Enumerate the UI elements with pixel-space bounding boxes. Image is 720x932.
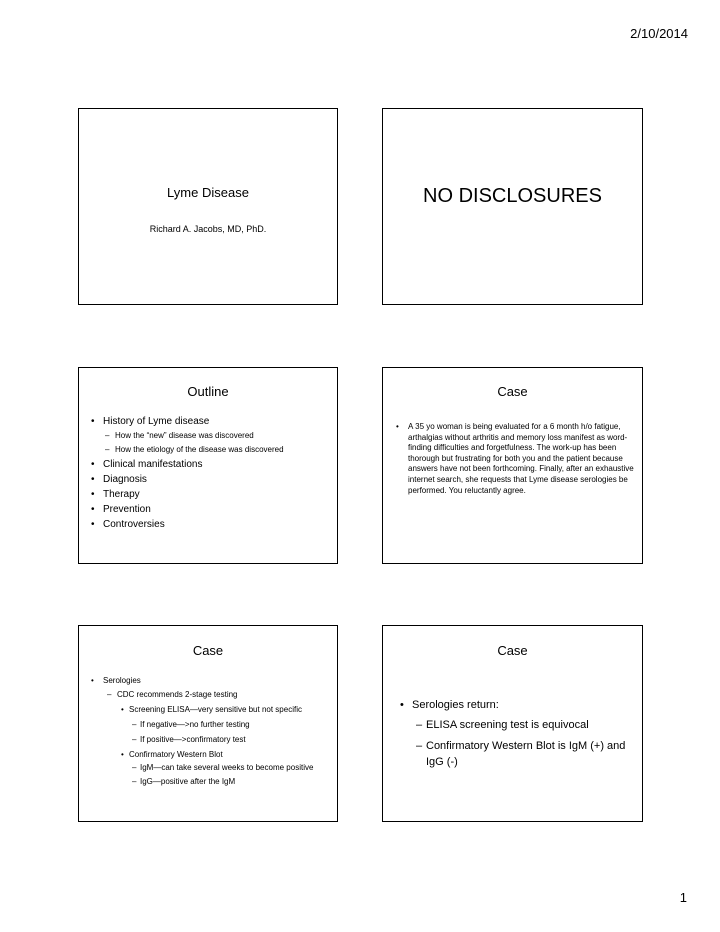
list-item: – IgM—can take several weeks to become positive xyxy=(140,762,315,774)
list-item: • Screening ELISA—very sensitive but not specific xyxy=(129,702,335,717)
serologies-list xyxy=(103,674,335,789)
slide-no-disclosures xyxy=(382,108,643,305)
slide-title: NO DISCLOSURES xyxy=(423,185,602,207)
list-item: – If negative—>no further testing xyxy=(140,717,335,732)
slide-title: Outline xyxy=(187,384,229,399)
list-item: • Diagnosis xyxy=(103,472,333,487)
slide-outline xyxy=(78,367,338,564)
slide-title: Case xyxy=(497,384,528,399)
slide-case-2 xyxy=(78,625,338,822)
slide-author: Richard A. Jacobs, MD, PhD. xyxy=(149,224,267,234)
page-number: 1 xyxy=(679,890,687,905)
list-item: • Serologies return: xyxy=(412,696,640,715)
slide-case-3 xyxy=(382,625,643,822)
list-item: • Serologies xyxy=(103,674,335,688)
list-item: • History of Lyme disease xyxy=(103,414,333,429)
list-item: – IgG—positive after the IgM xyxy=(140,774,335,789)
list-item: – If positive—>confirmatory test xyxy=(140,732,335,747)
page-date: 2/10/2014 xyxy=(630,26,688,41)
list-item: – Confirmatory Western Blot is IgM (+) and IgG (-) xyxy=(426,738,631,770)
list-item: • Prevention xyxy=(103,502,333,517)
slide-case-1 xyxy=(382,367,643,564)
slide-title-lyme xyxy=(78,108,338,305)
results-list xyxy=(412,696,640,770)
case-list xyxy=(408,422,636,496)
list-item: • Confirmatory Western Blot xyxy=(129,747,335,762)
case-description: • A 35 yo woman is being evaluated for a 6 month h/o fatigue, arthalgias without arthritis and memory loss manifest as word-finding difficulties and forgetfulness. The work-up has been thorough but frustrating for both you and the patient because answers have not been forthcoming. Finally, after an exhaustive internet search, she requests that Lyme disease serologies be performed. You reluctantly agree. xyxy=(408,422,636,496)
list-item: – How the “new” disease was discovered xyxy=(115,429,333,443)
list-item: • Controversies xyxy=(103,517,333,532)
list-item: • Clinical manifestations xyxy=(103,457,333,472)
list-item: – ELISA screening test is equivocal xyxy=(426,715,640,735)
list-item: – CDC recommends 2-stage testing xyxy=(117,688,335,702)
outline-list xyxy=(103,414,333,532)
slide-title: Lyme Disease xyxy=(167,185,249,200)
list-item: – How the etiology of the disease was discovered xyxy=(115,443,333,457)
slide-title: Case xyxy=(192,643,224,658)
list-item: • Therapy xyxy=(103,487,333,502)
slide-title: Case xyxy=(497,643,528,658)
